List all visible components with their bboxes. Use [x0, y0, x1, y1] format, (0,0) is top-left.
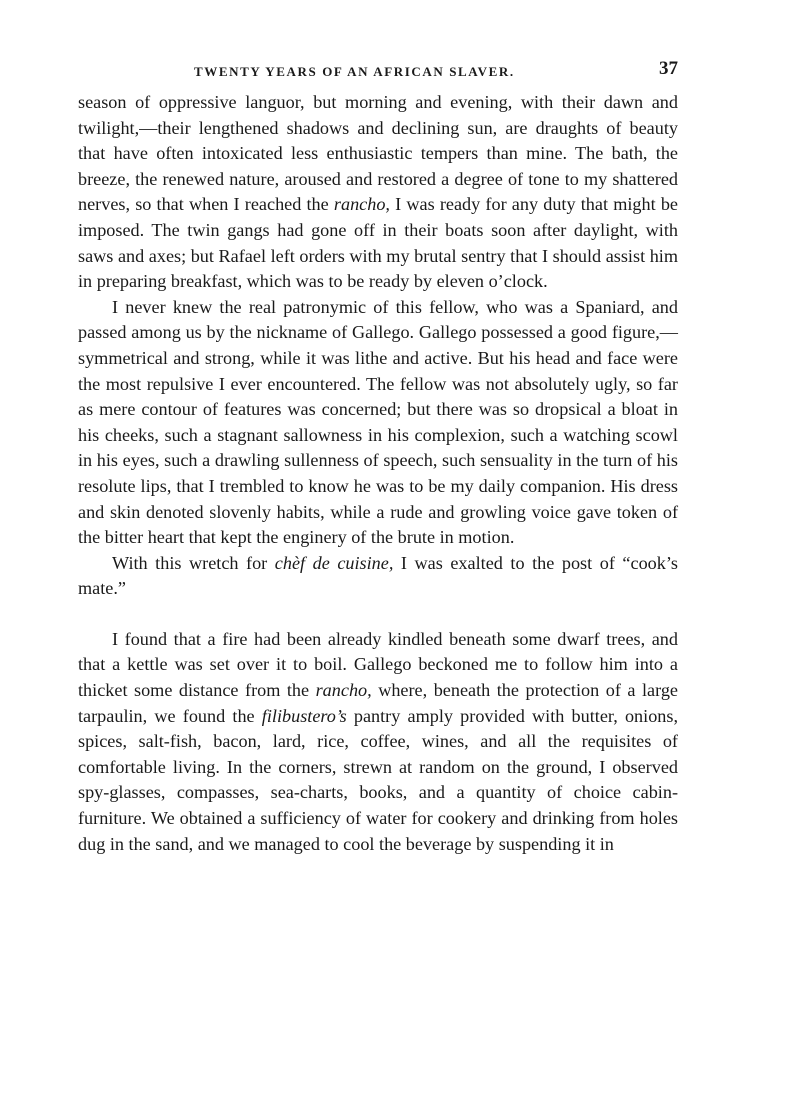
- italic-rancho: rancho,: [333, 194, 390, 215]
- paragraph-4-text-c: pantry amply provided with butter, onions, spices, salt-fish, bacon, lard, rice, coffee, wines, and all the requisites of comfortable living. In the corners, strewn at random on the ground, I observed spy-glasses, compasses, sea-charts, books, and a quantity of choice cabin-furniture. We obtained a sufficiency of water for cookery and drinking from holes dug in the sand, and we managed to cool the beverage by suspending it in: [78, 705, 679, 854]
- paragraph-4: [78, 627, 678, 857]
- page-number: 37: [659, 58, 678, 79]
- paragraph-3: [78, 551, 678, 602]
- book-page: [78, 56, 678, 857]
- paragraph-4-text-b: where, beneath the protection of a large tarpaulin, we found the: [78, 680, 678, 726]
- paragraph-1-text-b: I was ready for any duty that might be imposed. The twin gangs had gone off in their boats soon after daylight, with saws and axes; but Rafael left orders with my brutal sentry that I should assist him in preparing breakfast, which was to be ready by eleven o’clock.: [78, 194, 678, 292]
- running-title: TWENTY YEARS OF AN AFRICAN SLAVER.: [194, 64, 515, 79]
- paragraph-1-text-a: season of oppressive languor, but morning and evening, with their dawn and twilight,—their lengthened shadows and declining sun, are draughts of beauty that have often intoxicated less enthusiastic tempers than mine. The bath, the breeze, the renewed nature, aroused and restored a degree of tone to my shattered nerves, so that when I reached the: [78, 92, 678, 215]
- paragraph-3-text-b: I was exalted to the post of “cook’s mate.”: [78, 552, 678, 599]
- body-text: [78, 90, 678, 857]
- italic-rancho-2: rancho,: [315, 680, 372, 701]
- italic-chef-de-cuisine: chèf de cuisine,: [274, 552, 394, 573]
- running-head: [78, 56, 678, 90]
- paragraph-2: [78, 295, 678, 551]
- italic-filibustero: filibustero’s: [261, 705, 347, 726]
- paragraph-2-text: I never knew the real patronymic of this fellow, who was a Spaniard, and passed among us by the nickname of Gallego. Gallego possessed a good figure,—symmetrical and strong, while it was lithe and active. But his head and face were the most repulsive I ever encountered. The fellow was not absolutely ugly, so far as mere contour of features was concerned; but there was so dropsical a bloat in his cheeks, such a stagnant sallowness in his complexion, such a watching scowl in his eyes, such a drawling sullenness of speech, such sensuality in the turn of his resolute lips, that I trembled to know he was to be my daily companion. His dress and skin denoted slovenly habits, while a rude and growling voice gave token of the bitter heart that kept the enginery of the brute in motion.: [78, 296, 678, 548]
- paragraph-4-text-a: I found that a fire had been already kindled beneath some dwarf trees, and that a kettle was set over it to boil. Gallego beckoned me to follow him into a thicket some distance from the: [78, 628, 678, 701]
- paragraph-1: [78, 90, 678, 295]
- paragraph-3-text-a: With this wretch for: [112, 552, 275, 573]
